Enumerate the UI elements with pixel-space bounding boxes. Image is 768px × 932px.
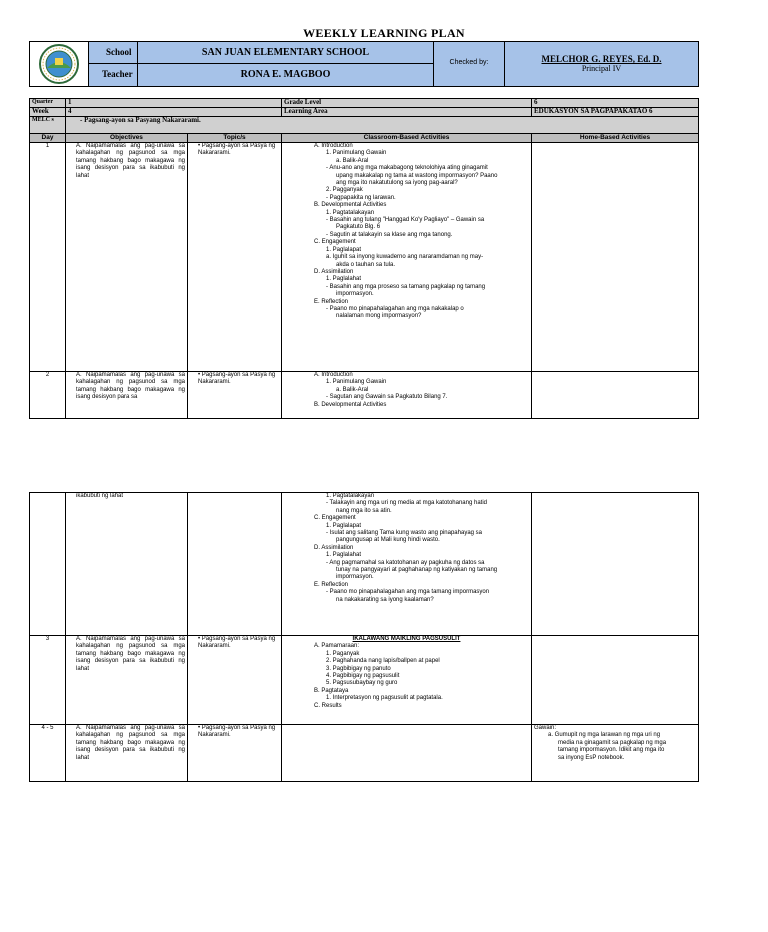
activity-line: 1. Panimulang Gawain <box>326 150 387 157</box>
activity-line: na nakakarating sa iyong kaalaman? <box>336 596 434 603</box>
table-row <box>30 636 699 725</box>
activity-line: 1. Paglalapat <box>326 246 362 253</box>
activity-line: 1. Panimulang Gawain <box>326 379 387 386</box>
topic-cell: • Pagsang-ayon sa Pasya ng Nakararami. <box>188 143 282 372</box>
school-label: School <box>106 47 132 57</box>
activity-line: - Paano mo pinapahalagahan ang mga nakakalap o <box>326 305 464 312</box>
activity-line: impormasyon. <box>336 291 374 298</box>
home-line: media na ginagamit sa pagkalap ng mga <box>558 739 667 746</box>
activity-line: 3. Pagbibigay ng panuto <box>326 665 391 672</box>
activity-line: tunay na pangyayari at paghahanap ng katiyakan ng tamang <box>336 567 498 574</box>
objective-cell: ikabubuti ng lahat <box>66 493 188 636</box>
school-name: SAN JUAN ELEMENTARY SCHOOL <box>201 47 370 58</box>
col-classroom-activities: Classroom-Based Activities <box>282 134 532 143</box>
activity-line: B. Developmental Activities <box>314 401 387 408</box>
home-line: a. Gumupit ng mga larawan ng mga uri ng <box>548 732 661 739</box>
activity-line: - Basahin ang mga proseso sa tamang pagkalap ng tamang <box>326 283 486 290</box>
activity-line: a. Balik-Aral <box>336 157 369 164</box>
objective-cell: A. Naipamamalas ang pag-unawa sa kahalagahan ng pagsunod sa mga tamang hakbang bago makagawa ng isang desisyon para sa ikabubuti ng lahat <box>66 143 188 372</box>
activity-line: upang makakalap ng tama at wastong impormasyon? Paano <box>336 172 498 179</box>
activity-line: A. Introduction <box>314 143 353 149</box>
objective-cell: A. Naipamamalas ang pag-unawa sa kahalagahan ng pagsunod sa mga tamang hakbang bago makagawa ng isang desisyon para sa <box>66 372 188 419</box>
table-row <box>30 372 699 419</box>
grade-level-value: 6 <box>532 99 699 108</box>
col-objectives: Objectives <box>66 134 188 143</box>
objective-cell: A. Naipamamalas ang pag-unawa sa kahalagahan ng pagsunod sa mga tamang hakbang bago makagawa ng isang desisyon para sa ikabubuti ng lahat <box>66 725 188 782</box>
home-activities-cell <box>532 372 699 419</box>
learning-area-label: Learning Area <box>282 108 532 117</box>
topic-cell: • Pagsang-ayon sa Pasya ng Nakararami. <box>188 636 282 725</box>
activity-line: - Sagutin at talakayin sa klase ang mga tanong. <box>326 231 453 238</box>
activity-line: ang mga ito nakatutulong sa iyong pag-aaral? <box>336 180 458 187</box>
plan-table-part1 <box>29 98 699 419</box>
table-row <box>30 725 699 782</box>
activity-line: C. Engagement <box>314 239 356 246</box>
activity-line: D. Assimilation <box>314 268 354 275</box>
activity-line: E. Reflection <box>314 581 349 588</box>
activity-line: 2. Paghahanda nang lapis/ballpen at papel <box>326 658 440 665</box>
activity-line: E. Reflection <box>314 298 349 305</box>
activities-cell <box>282 143 532 372</box>
principal-title: Principal IV <box>581 64 622 73</box>
activity-line: B. Pagtataya <box>314 687 349 694</box>
activity-line: impormasyon. <box>336 574 374 581</box>
school-logo-cell <box>30 42 89 86</box>
activity-line: a. Iguhit sa inyong kuwaderno ang nararamdaman ng may- <box>326 254 484 261</box>
learning-area-value: EDUKASYON SA PAGPAPAKATAO 6 <box>532 108 699 117</box>
activities-cell <box>282 493 532 636</box>
col-topics: Topic/s <box>188 134 282 143</box>
day-cell: 2 <box>30 372 66 419</box>
activities-cell <box>282 372 532 419</box>
week-label: Week <box>30 108 66 117</box>
activity-line: 4. Pagbibigay ng pagsusulit <box>326 673 400 680</box>
home-activities-cell <box>532 725 699 782</box>
activity-line: - Basahin ang tulang "Hanggad Ko'y Pagliayo" – Gawain sa <box>326 217 485 224</box>
activity-line: 1. Paglalapat <box>326 522 362 529</box>
activity-line: 1. Pagtatalakayan <box>326 493 375 499</box>
plan-table-part2 <box>29 492 699 782</box>
activity-line: akda o tauhan sa tula. <box>336 261 396 268</box>
activity-line: - Paano mo pinapahalagahan ang mga tamang impormasyon <box>326 589 490 596</box>
activity-line: - Anu-ano ang mga makabagong teknolohiya ating ginagamit <box>326 165 488 172</box>
school-seal-icon <box>30 42 88 86</box>
activity-line: - Isulat ang salitang Tama kung wasto ang pinapahayag sa <box>326 530 482 537</box>
activities-cell <box>282 725 532 782</box>
home-line: tamang impormasyon. Idikit ang mga ito <box>558 747 665 754</box>
activity-line: pangungusap at Mali kung hindi wasto. <box>336 537 440 544</box>
activity-line: 5. Pagsusubaybay ng guro <box>326 680 398 687</box>
activity-line: D. Assimilation <box>314 544 354 551</box>
activity-line: - Sagutan ang Gawain sa Pagkatuto Bilang 7. <box>326 394 448 401</box>
quarter-label: Quarter <box>30 99 66 108</box>
activity-line: nalalaman mong impormasyon? <box>336 313 422 320</box>
activity-line: - Pagpapakita ng larawan. <box>326 194 396 201</box>
topic-cell: • Pagsang-ayon sa Pasya ng Nakararami. <box>188 372 282 419</box>
activity-line: 1. Paglalahat <box>326 276 362 283</box>
activity-line: C. Results <box>314 702 342 709</box>
table-row <box>30 143 699 372</box>
principal-name: MELCHOR G. REYES, Ed. D. <box>541 54 662 64</box>
table-row <box>30 493 699 636</box>
activity-line: 2. Pagganyak <box>326 187 363 194</box>
topic-cell: • Pagsang-ayon sa Pasya ng Nakararami. <box>188 725 282 782</box>
melc-label: MELC s <box>30 117 66 134</box>
home-activities-cell <box>532 493 699 636</box>
day-cell: 1 <box>30 143 66 372</box>
activity-line: 1. Pagtatalakayan <box>326 209 375 216</box>
activity-line: 1. Paglalahat <box>326 552 362 559</box>
activity-line: C. Engagement <box>314 515 356 522</box>
activity-line: a. Balik-Aral <box>336 386 369 393</box>
activity-line: Pagkatuto Blg. 6 <box>336 224 381 231</box>
quarter-value: 1 <box>66 99 282 108</box>
col-day: Day <box>30 134 66 143</box>
objective-cell: A. Naipamamalas ang pag-unawa sa kahalagahan ng pagsunod sa mga tamang hakbang bago makagawa ng isang desisyon para sa ikabubuti ng lahat <box>66 636 188 725</box>
home-line: sa inyong EsP notebook. <box>558 754 625 761</box>
home-activities-cell <box>532 143 699 372</box>
checked-by-label: Checked by: <box>449 59 489 66</box>
home-line: Gawain: <box>534 725 557 731</box>
teacher-label: Teacher <box>102 69 133 79</box>
teacher-name: RONA E. MAGBOO <box>240 69 331 80</box>
header-block <box>29 41 699 87</box>
activities-cell <box>282 636 532 725</box>
activity-line: nang mga ito sa atin. <box>336 507 392 514</box>
col-home-activities: Home-Based Activities <box>532 134 699 143</box>
home-activities-cell <box>532 636 699 725</box>
week-value: 4 <box>66 108 282 117</box>
grade-level-label: Grade Level <box>282 99 532 108</box>
activity-line: A. Introduction <box>314 372 353 378</box>
quiz-heading: IKALAWANG MAIKLING PAGSUSULIT <box>352 636 461 642</box>
day-cell: 3 <box>30 636 66 725</box>
activity-line: A. Pamamaraan: <box>314 643 360 650</box>
page-title: WEEKLY LEARNING PLAN <box>303 26 465 40</box>
day-cell <box>30 493 66 636</box>
topic-cell <box>188 493 282 636</box>
melc-value: - Pagsang-ayon sa Pasyang Nakararami. <box>66 117 699 134</box>
activity-line: - Ang pagmamahal sa katotohanan ay pagkuha ng datos sa <box>326 559 485 566</box>
activity-line: 1. Interpretasyon ng pagsusulit at pagtatala. <box>326 695 443 702</box>
day-cell: 4 - 5 <box>30 725 66 782</box>
activity-line: - Talakayin ang mga uri ng media at mga katotohanang hatid <box>326 500 487 507</box>
activity-line: 1. Paganyak <box>326 650 360 657</box>
activity-line: B. Developmental Activities <box>314 202 387 209</box>
principal-block <box>505 54 698 73</box>
